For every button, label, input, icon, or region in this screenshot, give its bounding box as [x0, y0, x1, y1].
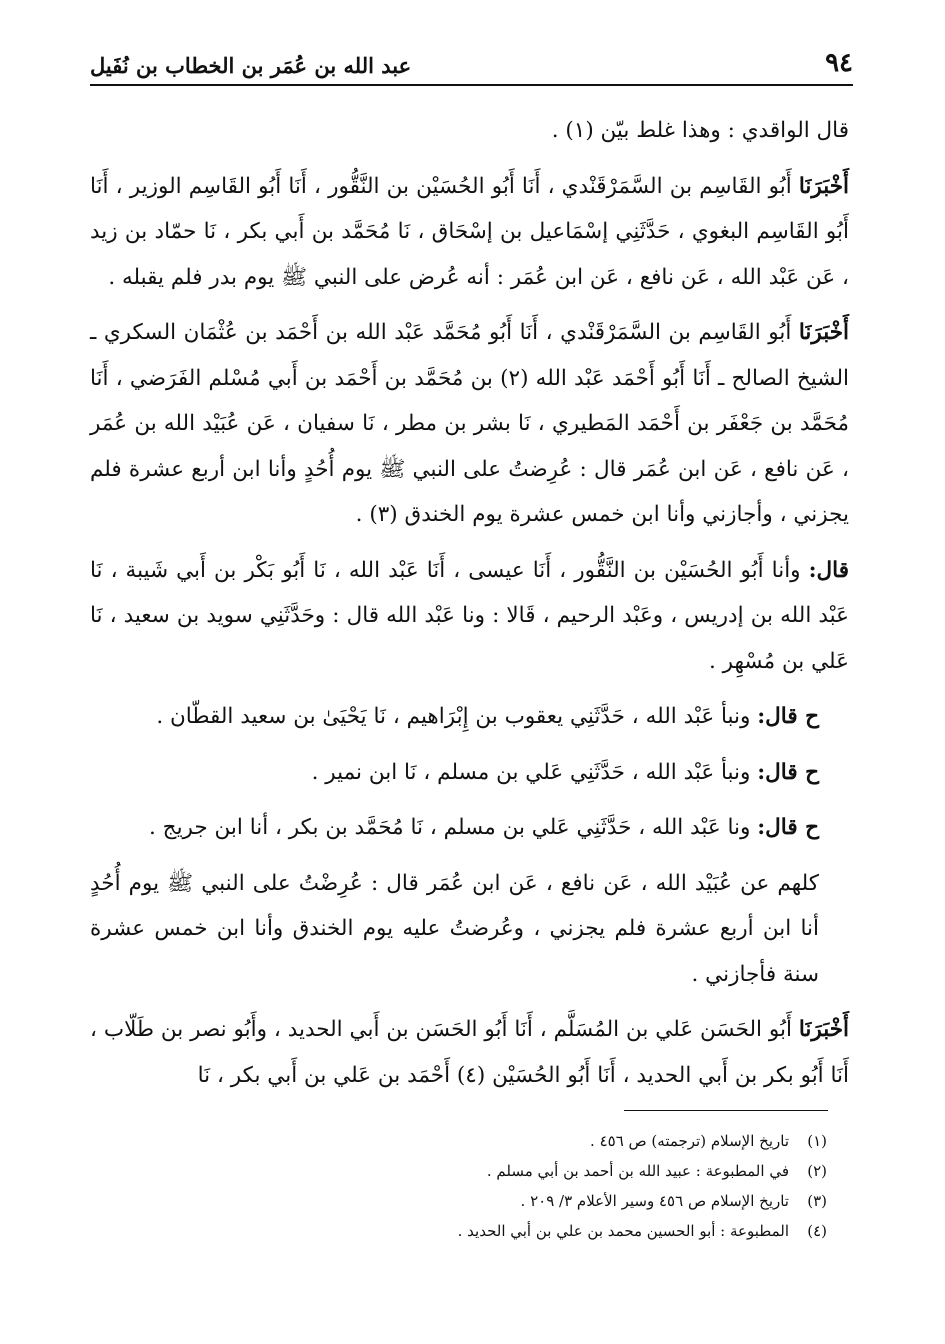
paragraph-text: أَبُو القَاسِم بن السَّمَرْقَنْدي ، أَنَا أَبُو الحُسَيْن بن النَّقُّور ، أَنَا أَبُو القَاسِم الوزير ، أَنَا أَبُو القَاسِم البغوي ، حَدَّثَنِي إسْمَاعيل بن إسْحَاق ، نَا مُحَمَّد بن أَبي بكر ، نَا حمّاد بن زيد ، عَن عَبْد الله ، عَن نافع ، عَن ابن عُمَر : أنه عُرض على النبي ﷺ يوم بدر فلم يقبله .: [90, 173, 849, 290]
paragraph-lead: قال:: [808, 557, 849, 583]
footnote-text: في المطبوعة : عبيد الله بن أحمد بن أبي مسلم .: [486, 1162, 789, 1180]
paragraph: [90, 1007, 849, 1098]
paragraph: [90, 310, 849, 538]
paragraph-text: كلهم عن عُبَيْد الله ، عَن نافع ، عَن ابن عُمَر قال : عُرِضْتُ على النبي ﷺ يوم أُحُدٍ أنا ابن أربع عشرة فلم يجزني ، وعُرضتُ عليه يوم الخندق وأنا ابن خمس عشرة سنة فأجازني .: [90, 870, 819, 987]
paragraph-text: ونبأ عَبْد الله ، حَدَّثَنِي يعقوب بن إِبْرَاهيم ، نَا يَحْيَىٰ بن سعيد القطّان .: [156, 704, 758, 729]
paragraph-lead: أَخْبَرَنَا: [798, 173, 849, 199]
footnote-item: [200, 1216, 827, 1246]
paragraph-lead: ح قال:: [757, 815, 819, 840]
paragraph: [90, 548, 849, 685]
footnote-text: تاريخ الإسلام (ترجمته) ص ٤٥٦ .: [590, 1132, 789, 1150]
paragraph-text: وأنا أَبُو الحُسَيْن بن النَّقُّور ، أَنَا عيسى ، أَنَا عَبْد الله ، نَا أَبُو بَكْر بن أَبي شَيبة ، نَا عَبْد الله بن إدريس ، وعَبْد الرحيم ، قَالا : ونا عَبْد الله قال : وحَدَّثَنِي سويد بن سعيد ، نَا عَلي بن مُسْهِر .: [90, 557, 849, 674]
footnote-divider: [624, 1110, 828, 1111]
footnote-item: [200, 1126, 827, 1156]
paragraph-lead: أَخْبَرَنَا: [798, 320, 849, 345]
paragraph: [90, 108, 849, 154]
paragraph-text: أَبُو القَاسِم بن السَّمَرْقَنْدي ، أَنَا أَبُو مُحَمَّد عَبْد الله بن أَحْمَد بن عُثْمَان السكري ـ الشيخ الصالح ـ أَنَا أَبُو أَحْمَد عَبْد الله (٢) بن مُحَمَّد بن أَحْمَد بن أَبي مُسْلم الفَرَضي ، أَنَا مُحَمَّد بن جَعْفَر بن أَحْمَد المَطيري ، نَا بشر بن مطر ، نَا سفيان ، عَن عُبَيْد الله بن عُمَر ، عَن نافع ، عَن ابن عُمَر قال : عُرِضتُ على النبي ﷺ يوم أُحُدٍ وأنا ابن أربع عشرة فلم يجزني ، وأجازني وأنا ابن خمس عشرة يوم الخندق (٣) .: [90, 320, 849, 527]
footnote-text: تاريخ الإسلام ص ٤٥٦ وسير الأعلام ٣/ ٢٠٩ .: [520, 1192, 789, 1210]
paragraph-lead: ح قال:: [757, 704, 819, 729]
paragraph-lead: أَخْبَرَنَا: [798, 1017, 849, 1042]
page-header: [90, 36, 853, 86]
footnote-text: المطبوعة : أبو الحسين محمد بن علي بن أبي الحديد .: [457, 1222, 789, 1240]
paragraph-text: ونبأ عَبْد الله ، حَدَّثَنِي عَلي بن مسلم ، نَا ابن نمير .: [311, 759, 758, 785]
paragraph: [90, 805, 849, 851]
footnote-item: [200, 1186, 827, 1216]
footnote-number: (٣): [807, 1192, 827, 1210]
paragraph-text: قال الواقدي : وهذا غلط بيّن (١) .: [551, 118, 849, 143]
paragraph: [90, 694, 849, 740]
footnotes: [200, 1126, 827, 1246]
footnote-number: (١): [807, 1132, 827, 1150]
footnote-number: (٤): [807, 1222, 827, 1240]
paragraph: [90, 164, 849, 301]
page-number: ٩٤: [825, 48, 853, 78]
paragraph-text: أَبُو الحَسَن عَلي بن المُسَلَّم ، أَنَا أَبُو الحَسَن بن أَبي الحديد ، وأَبُو نصر بن طَلّاب ، أَنَا أَبُو بكر بن أَبي الحديد ، أَنَا أَبُو الحُسَيْن (٤) أَحْمَد بن عَلي بن أَبي بكر ، نَا: [90, 1017, 849, 1088]
footnote-item: [200, 1156, 827, 1186]
main-text: [90, 108, 849, 1108]
paragraph-text: ونا عَبْد الله ، حَدَّثَنِي عَلي بن مسلم ، نَا مُحَمَّد بن بكر ، أنا ابن جريج .: [149, 815, 758, 840]
footnote-number: (٢): [807, 1162, 827, 1180]
paragraph: [90, 750, 849, 796]
paragraph-lead: ح قال:: [757, 759, 819, 785]
running-title: عبد الله بن عُمَر بن الخطاب بن نُفَيل: [90, 53, 412, 78]
paragraph: [90, 861, 849, 998]
